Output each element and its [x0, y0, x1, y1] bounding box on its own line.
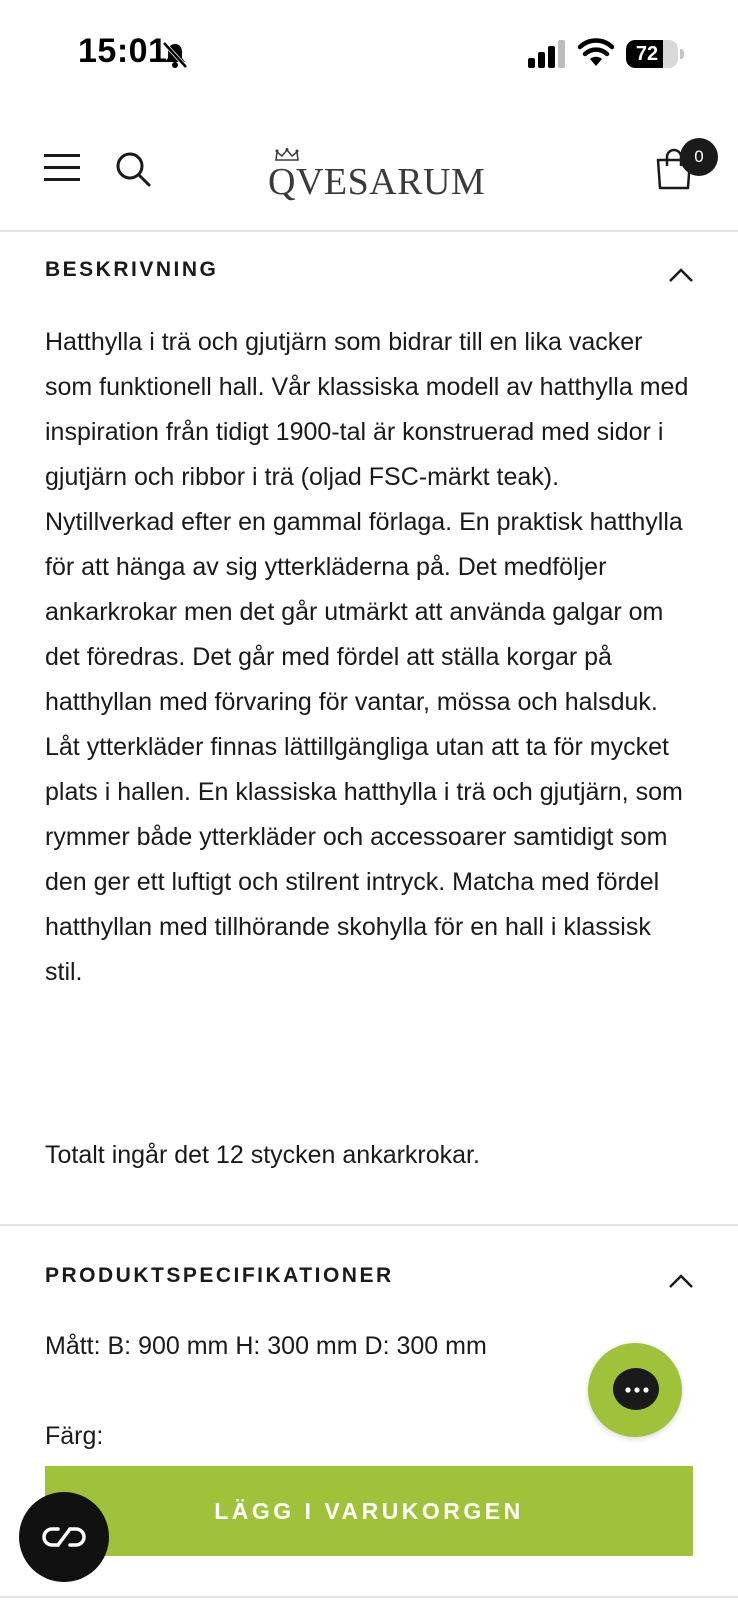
search-icon[interactable] [114, 150, 152, 188]
specifications-section-title[interactable]: PRODUKTSPECIFIKATIONER [45, 1264, 394, 1287]
floating-widget-button[interactable] [19, 1492, 109, 1582]
ellipsis-icon [625, 1387, 649, 1393]
site-header [0, 110, 738, 232]
cellular-signal-icon [528, 40, 566, 68]
battery-percent: 72 [635, 43, 659, 65]
color-label: Färg: [45, 1422, 104, 1450]
chat-bubble-icon [613, 1368, 659, 1410]
site-logo[interactable] [268, 148, 486, 208]
section-divider [0, 1224, 738, 1226]
chevron-up-icon[interactable] [668, 267, 694, 283]
description-note: Totalt ingår det 12 stycken ankarkrokar. [45, 1141, 480, 1169]
cart-count-badge[interactable]: 0 [680, 138, 718, 176]
status-bar [0, 0, 738, 110]
chat-button[interactable] [588, 1343, 682, 1437]
logo-text: QVESARUM [268, 161, 486, 203]
description-body: Hatthylla i trä och gjutjärn som bidrar till en lika vacker som funktionell hall. Vår klassiska modell av hatthylla med inspiration från tidigt 1900-tal är konstruerad med sidor i gjutjärn och ribbor i trä (oljad FSC-märkt teak). Nytillverkad efter en gammal förlaga. En praktisk hatthylla för att hänga av sig ytterkläderna på. Det medföljer ankarkrokar men det går utmärkt att använda galgar om det föredras. Det går med fördel att ställa korgar på hatthyllan med förvaring för vantar, mössa och halsduk. Låt ytterkläder finnas lättillgängliga utan att ta för mycket plats i hallen. En klassiska hatthylla i trä och gjutjärn, som rymmer både ytterkläder och accessoarer samtidigt som den ger ett luftigt och stilrent intryck. Matcha med fördel hatthyllan med tillhörande skohylla för en hall i klassisk stil. [45, 328, 689, 986]
link-loop-icon [38, 1522, 90, 1552]
bottom-divider [0, 1596, 738, 1598]
battery-tip [680, 49, 684, 59]
battery-indicator [626, 40, 678, 68]
chevron-up-icon[interactable] [668, 1273, 694, 1289]
description-section-title[interactable]: BESKRIVNING [45, 258, 219, 281]
dimensions-text: Mått: B: 900 mm H: 300 mm D: 300 mm [45, 1332, 487, 1360]
bell-muted-icon [160, 40, 190, 70]
menu-icon[interactable] [44, 154, 80, 184]
add-to-cart-button[interactable]: LÄGG I VARUKORGEN [45, 1466, 693, 1556]
wifi-icon [578, 38, 614, 68]
status-time: 15:01 [78, 32, 168, 70]
